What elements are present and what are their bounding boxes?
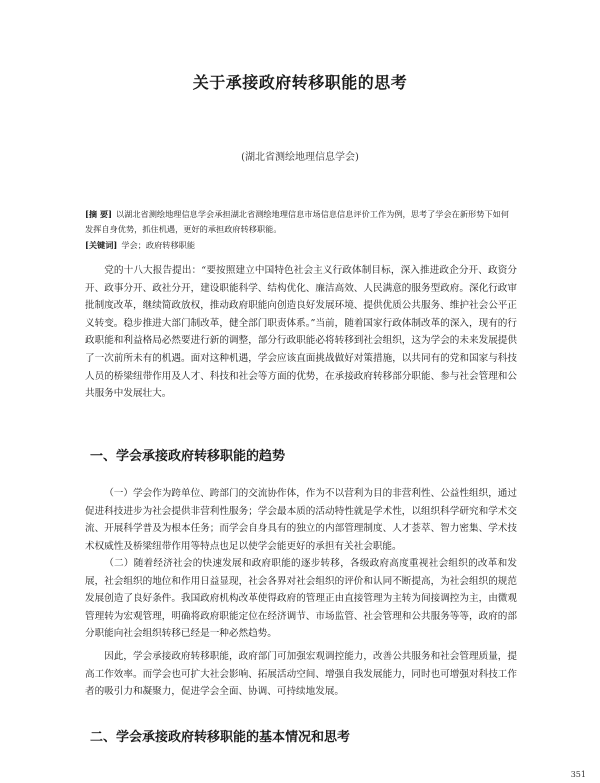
author-line: (湖北省测绘地理信息学会) xyxy=(241,152,359,163)
keywords-label: [关键词] xyxy=(85,240,118,250)
section-2-heading: 二、学会承接政府转移职能的基本情况和思考 xyxy=(90,730,351,745)
abstract-text: 以湖北省测绘地理信息学会承担湖北省测绘地理信息市场信息信息评价工作为例，思考了学会在新形势下如何发挥自身优势，抓住机遇，更好的承担政府转移职能。 xyxy=(85,209,509,234)
keywords-text: 学会；政府转移职能 xyxy=(121,240,196,250)
page-title: 关于承接政府转移职能的思考 xyxy=(192,73,408,92)
intro-paragraph: 党的十八大报告提出：“要按照建立中国特色社会主义行政体制目标，深入推进政企分开、政资分开、政事分开、政社分开，建设职能科学、结构优化、廉洁高效、人民满意的服务型政府。深化行政审批制度改革，继续简政放权，推动政府职能向创造良好发展环境、提供优质公共服务、维护社会公平正义转变。稳步推进大部门制改革，健全部门职责体系。”当前，随着国家行政体制改革的深入，现有的行政职能和利益格局必然要进行新的调整，部分行政职能必将转移到社会组织，这为学会的未来发展提供了一次前所未有的机遇。面对这种机遇，学会应该直面挑战做好对策措施，以共同有的党和国家与科技人员的桥梁纽带作用及人才、科技和社会等方面的优势，在承接政府转移部分职能、参与社会管理和公共服务中发展壮大。 xyxy=(85,265,517,400)
section-1-paragraph-2: （二）随着经济社会的快速发展和政府职能的逐步转移，各级政府高度重视社会组织的改革和发展，社会组织的地位和作用日益显现，社会各界对社会组织的评价和认同不断提高，为社会组织的规范发展创造了良好条件。我国政府机构改革使得政府的管理正由直接管理为主转为间接调控为主，由微观管理转为宏观管理，明确将政府职能定位在经济调节、市场监管、社会管理和公共服务等等，政府的部分职能向社会组织转移已经是一种必然趋势。 xyxy=(85,558,517,640)
abstract xyxy=(85,207,515,237)
section-1-paragraph-1: （一）学会作为跨单位、跨部门的交流协作体，作为不以营利为目的非营利性、公益性组织，通过促进科技进步为社会提供非营利性服务；学会最本质的活动特性就是学术性，以组织科学研究和学术交流、开展科学普及为根本任务；而学会自身具有的独立的内部管理制度、人才荟萃、智力密集、学术技术权威性及桥梁纽带作用等特点也足以使学会能更好的承担有关社会职能。 xyxy=(85,488,517,552)
keywords xyxy=(85,240,515,251)
section-1-paragraph-3: 因此，学会承接政府转移职能，政府部门可加强宏观调控能力，改善公共服务和社会管理质量，提高工作效率。而学会也可扩大社会影响、拓展活动空间、增强自我发展能力，同时也可增强对科技工作者的吸引力和凝聚力，促进学会全面、协调、可持续地发展。 xyxy=(85,651,517,698)
abstract-label: [摘 要] xyxy=(85,209,112,219)
page-number: 351 xyxy=(570,770,586,779)
section-1-heading: 一、学会承接政府转移职能的趋势 xyxy=(90,449,286,464)
